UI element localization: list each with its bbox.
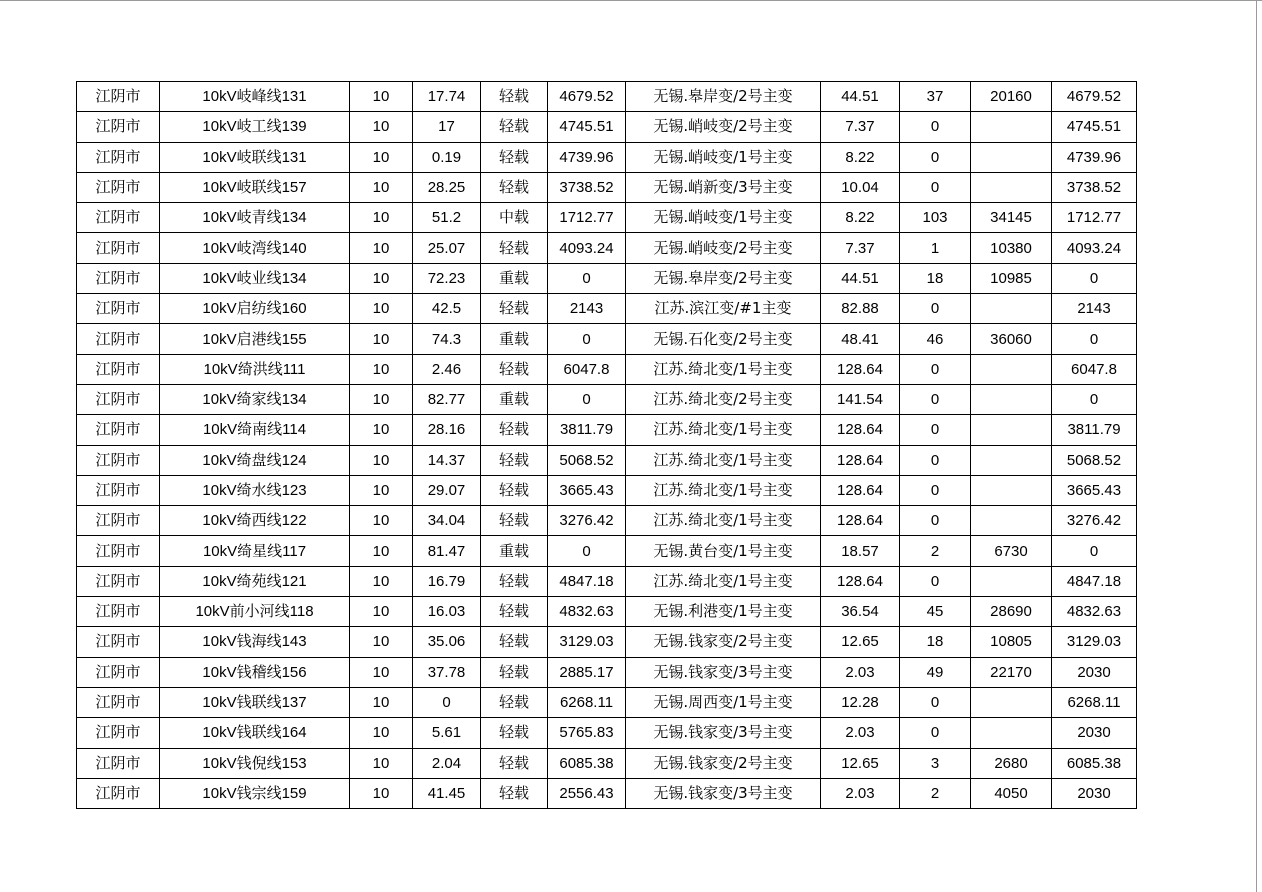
feeder-line-cell: 10kV前小河线118 [160, 597, 350, 627]
capacity-cell: 10380 [971, 233, 1052, 263]
available-capacity-cell: 5765.83 [548, 718, 626, 748]
capacity-cell: 10805 [971, 627, 1052, 657]
table-row [77, 142, 1137, 172]
load-status-cell: 轻载 [481, 294, 548, 324]
feeder-line-cell: 10kV启港线155 [160, 324, 350, 354]
load-status-cell: 轻载 [481, 354, 548, 384]
transformer-load-cell: 128.64 [821, 354, 900, 384]
count-cell: 0 [900, 294, 971, 324]
available-capacity-cell: 3129.03 [548, 627, 626, 657]
load-rate-cell: 29.07 [413, 475, 481, 505]
feeder-line-cell: 10kV岐联线157 [160, 172, 350, 202]
substation-transformer-cell: 无锡.峭岐变/2号主变 [626, 233, 821, 263]
capacity-cell [971, 718, 1052, 748]
transformer-load-cell: 8.22 [821, 142, 900, 172]
voltage-cell: 10 [350, 506, 413, 536]
capacity-cell [971, 142, 1052, 172]
feeder-line-cell: 10kV岐业线134 [160, 263, 350, 293]
substation-transformer-cell: 无锡.钱家变/3号主变 [626, 657, 821, 687]
table-row [77, 748, 1137, 778]
load-rate-cell: 81.47 [413, 536, 481, 566]
capacity-cell: 34145 [971, 203, 1052, 233]
available-capacity-cell: 2885.17 [548, 657, 626, 687]
city-cell: 江阴市 [77, 657, 160, 687]
load-rate-cell: 0 [413, 687, 481, 717]
remaining-capacity-cell: 2030 [1052, 778, 1137, 808]
count-cell: 0 [900, 354, 971, 384]
remaining-capacity-cell: 6047.8 [1052, 354, 1137, 384]
city-cell: 江阴市 [77, 627, 160, 657]
substation-transformer-cell: 无锡.石化变/2号主变 [626, 324, 821, 354]
voltage-cell: 10 [350, 566, 413, 596]
substation-transformer-cell: 江苏.绮北变/1号主变 [626, 445, 821, 475]
table-row [77, 172, 1137, 202]
available-capacity-cell: 4832.63 [548, 597, 626, 627]
page-top-border [0, 0, 1262, 1]
remaining-capacity-cell: 4832.63 [1052, 597, 1137, 627]
capacity-cell: 10985 [971, 263, 1052, 293]
city-cell: 江阴市 [77, 294, 160, 324]
substation-transformer-cell: 无锡.峭岐变/1号主变 [626, 203, 821, 233]
voltage-cell: 10 [350, 748, 413, 778]
load-rate-cell: 28.16 [413, 415, 481, 445]
table-row [77, 445, 1137, 475]
capacity-cell [971, 566, 1052, 596]
capacity-cell [971, 172, 1052, 202]
table-body [77, 82, 1137, 809]
available-capacity-cell: 4847.18 [548, 566, 626, 596]
count-cell: 0 [900, 718, 971, 748]
load-rate-cell: 34.04 [413, 506, 481, 536]
available-capacity-cell: 0 [548, 536, 626, 566]
table-row [77, 354, 1137, 384]
transformer-load-cell: 141.54 [821, 384, 900, 414]
substation-transformer-cell: 江苏.绮北变/1号主变 [626, 506, 821, 536]
table-row [77, 324, 1137, 354]
available-capacity-cell: 6268.11 [548, 687, 626, 717]
capacity-cell [971, 506, 1052, 536]
feeder-line-cell: 10kV岐联线131 [160, 142, 350, 172]
load-status-cell: 轻载 [481, 475, 548, 505]
table-row [77, 263, 1137, 293]
load-rate-cell: 74.3 [413, 324, 481, 354]
load-status-cell: 轻载 [481, 233, 548, 263]
load-rate-cell: 16.79 [413, 566, 481, 596]
remaining-capacity-cell: 5068.52 [1052, 445, 1137, 475]
available-capacity-cell: 0 [548, 384, 626, 414]
city-cell: 江阴市 [77, 172, 160, 202]
capacity-cell: 36060 [971, 324, 1052, 354]
table-row [77, 506, 1137, 536]
feeder-line-cell: 10kV绮南线114 [160, 415, 350, 445]
load-status-cell: 轻载 [481, 112, 548, 142]
load-status-cell: 轻载 [481, 597, 548, 627]
load-status-cell: 重载 [481, 536, 548, 566]
city-cell: 江阴市 [77, 687, 160, 717]
remaining-capacity-cell: 6268.11 [1052, 687, 1137, 717]
substation-transformer-cell: 无锡.周西变/1号主变 [626, 687, 821, 717]
capacity-cell [971, 354, 1052, 384]
load-status-cell: 重载 [481, 384, 548, 414]
feeder-line-cell: 10kV钱宗线159 [160, 778, 350, 808]
city-cell: 江阴市 [77, 536, 160, 566]
load-rate-cell: 51.2 [413, 203, 481, 233]
capacity-cell: 2680 [971, 748, 1052, 778]
table-row [77, 82, 1137, 112]
voltage-cell: 10 [350, 597, 413, 627]
voltage-cell: 10 [350, 233, 413, 263]
feeder-line-cell: 10kV绮洪线111 [160, 354, 350, 384]
voltage-cell: 10 [350, 415, 413, 445]
substation-transformer-cell: 无锡.利港变/1号主变 [626, 597, 821, 627]
voltage-cell: 10 [350, 445, 413, 475]
table-row [77, 112, 1137, 142]
transformer-load-cell: 18.57 [821, 536, 900, 566]
load-rate-cell: 37.78 [413, 657, 481, 687]
feeder-load-table [76, 81, 1137, 809]
load-status-cell: 轻载 [481, 445, 548, 475]
remaining-capacity-cell: 1712.77 [1052, 203, 1137, 233]
count-cell: 0 [900, 142, 971, 172]
capacity-cell: 4050 [971, 778, 1052, 808]
load-status-cell: 轻载 [481, 748, 548, 778]
feeder-line-cell: 10kV绮西线122 [160, 506, 350, 536]
capacity-cell: 28690 [971, 597, 1052, 627]
feeder-line-cell: 10kV绮星线117 [160, 536, 350, 566]
load-status-cell: 中载 [481, 203, 548, 233]
substation-transformer-cell: 无锡.皋岸变/2号主变 [626, 263, 821, 293]
count-cell: 46 [900, 324, 971, 354]
load-rate-cell: 2.04 [413, 748, 481, 778]
remaining-capacity-cell: 3738.52 [1052, 172, 1137, 202]
available-capacity-cell: 3738.52 [548, 172, 626, 202]
voltage-cell: 10 [350, 536, 413, 566]
table-row [77, 597, 1137, 627]
substation-transformer-cell: 无锡.黄台变/1号主变 [626, 536, 821, 566]
transformer-load-cell: 82.88 [821, 294, 900, 324]
load-status-cell: 轻载 [481, 142, 548, 172]
load-rate-cell: 17.74 [413, 82, 481, 112]
transformer-load-cell: 2.03 [821, 718, 900, 748]
available-capacity-cell: 2556.43 [548, 778, 626, 808]
feeder-line-cell: 10kV绮苑线121 [160, 566, 350, 596]
load-status-cell: 轻载 [481, 627, 548, 657]
load-rate-cell: 2.46 [413, 354, 481, 384]
load-rate-cell: 14.37 [413, 445, 481, 475]
remaining-capacity-cell: 4745.51 [1052, 112, 1137, 142]
load-rate-cell: 25.07 [413, 233, 481, 263]
count-cell: 45 [900, 597, 971, 627]
city-cell: 江阴市 [77, 384, 160, 414]
load-rate-cell: 17 [413, 112, 481, 142]
capacity-cell: 6730 [971, 536, 1052, 566]
transformer-load-cell: 36.54 [821, 597, 900, 627]
city-cell: 江阴市 [77, 475, 160, 505]
voltage-cell: 10 [350, 263, 413, 293]
capacity-cell [971, 112, 1052, 142]
table-row [77, 657, 1137, 687]
feeder-line-cell: 10kV岐湾线140 [160, 233, 350, 263]
transformer-load-cell: 7.37 [821, 112, 900, 142]
load-status-cell: 轻载 [481, 415, 548, 445]
substation-transformer-cell: 江苏.绮北变/2号主变 [626, 384, 821, 414]
substation-transformer-cell: 江苏.绮北变/1号主变 [626, 354, 821, 384]
city-cell: 江阴市 [77, 354, 160, 384]
available-capacity-cell: 0 [548, 324, 626, 354]
count-cell: 2 [900, 778, 971, 808]
load-status-cell: 轻载 [481, 506, 548, 536]
capacity-cell [971, 415, 1052, 445]
remaining-capacity-cell: 0 [1052, 324, 1137, 354]
count-cell: 0 [900, 506, 971, 536]
remaining-capacity-cell: 3129.03 [1052, 627, 1137, 657]
load-status-cell: 轻载 [481, 687, 548, 717]
voltage-cell: 10 [350, 354, 413, 384]
remaining-capacity-cell: 0 [1052, 263, 1137, 293]
feeder-line-cell: 10kV绮家线134 [160, 384, 350, 414]
load-status-cell: 重载 [481, 324, 548, 354]
substation-transformer-cell: 江苏.滨江变/#1主变 [626, 294, 821, 324]
voltage-cell: 10 [350, 82, 413, 112]
city-cell: 江阴市 [77, 778, 160, 808]
count-cell: 0 [900, 475, 971, 505]
capacity-cell: 22170 [971, 657, 1052, 687]
transformer-load-cell: 12.65 [821, 627, 900, 657]
load-status-cell: 轻载 [481, 172, 548, 202]
count-cell: 0 [900, 566, 971, 596]
load-status-cell: 轻载 [481, 566, 548, 596]
feeder-line-cell: 10kV钱倪线153 [160, 748, 350, 778]
count-cell: 0 [900, 687, 971, 717]
remaining-capacity-cell: 2030 [1052, 718, 1137, 748]
load-rate-cell: 0.19 [413, 142, 481, 172]
substation-transformer-cell: 无锡.皋岸变/2号主变 [626, 82, 821, 112]
count-cell: 37 [900, 82, 971, 112]
available-capacity-cell: 3665.43 [548, 475, 626, 505]
remaining-capacity-cell: 4679.52 [1052, 82, 1137, 112]
city-cell: 江阴市 [77, 718, 160, 748]
count-cell: 0 [900, 172, 971, 202]
count-cell: 0 [900, 445, 971, 475]
remaining-capacity-cell: 3665.43 [1052, 475, 1137, 505]
voltage-cell: 10 [350, 718, 413, 748]
substation-transformer-cell: 无锡.钱家变/3号主变 [626, 718, 821, 748]
feeder-line-cell: 10kV钱联线164 [160, 718, 350, 748]
substation-transformer-cell: 无锡.峭新变/3号主变 [626, 172, 821, 202]
city-cell: 江阴市 [77, 112, 160, 142]
voltage-cell: 10 [350, 142, 413, 172]
substation-transformer-cell: 无锡.钱家变/2号主变 [626, 627, 821, 657]
load-status-cell: 轻载 [481, 657, 548, 687]
capacity-cell: 20160 [971, 82, 1052, 112]
table-row [77, 475, 1137, 505]
voltage-cell: 10 [350, 294, 413, 324]
remaining-capacity-cell: 4093.24 [1052, 233, 1137, 263]
remaining-capacity-cell: 4739.96 [1052, 142, 1137, 172]
city-cell: 江阴市 [77, 82, 160, 112]
city-cell: 江阴市 [77, 597, 160, 627]
substation-transformer-cell: 无锡.峭岐变/2号主变 [626, 112, 821, 142]
transformer-load-cell: 128.64 [821, 475, 900, 505]
count-cell: 0 [900, 415, 971, 445]
feeder-line-cell: 10kV启纺线160 [160, 294, 350, 324]
available-capacity-cell: 4679.52 [548, 82, 626, 112]
transformer-load-cell: 128.64 [821, 445, 900, 475]
city-cell: 江阴市 [77, 506, 160, 536]
load-status-cell: 轻载 [481, 82, 548, 112]
capacity-cell [971, 687, 1052, 717]
transformer-load-cell: 8.22 [821, 203, 900, 233]
available-capacity-cell: 3276.42 [548, 506, 626, 536]
available-capacity-cell: 6047.8 [548, 354, 626, 384]
feeder-line-cell: 10kV岐青线134 [160, 203, 350, 233]
transformer-load-cell: 44.51 [821, 263, 900, 293]
load-rate-cell: 42.5 [413, 294, 481, 324]
table-row [77, 627, 1137, 657]
available-capacity-cell: 6085.38 [548, 748, 626, 778]
voltage-cell: 10 [350, 112, 413, 142]
transformer-load-cell: 2.03 [821, 657, 900, 687]
count-cell: 18 [900, 627, 971, 657]
city-cell: 江阴市 [77, 142, 160, 172]
load-status-cell: 轻载 [481, 778, 548, 808]
substation-transformer-cell: 无锡.峭岐变/1号主变 [626, 142, 821, 172]
voltage-cell: 10 [350, 203, 413, 233]
remaining-capacity-cell: 3811.79 [1052, 415, 1137, 445]
available-capacity-cell: 4739.96 [548, 142, 626, 172]
table-row [77, 294, 1137, 324]
available-capacity-cell: 3811.79 [548, 415, 626, 445]
count-cell: 3 [900, 748, 971, 778]
count-cell: 0 [900, 112, 971, 142]
city-cell: 江阴市 [77, 748, 160, 778]
city-cell: 江阴市 [77, 324, 160, 354]
substation-transformer-cell: 无锡.钱家变/2号主变 [626, 748, 821, 778]
capacity-cell [971, 475, 1052, 505]
available-capacity-cell: 2143 [548, 294, 626, 324]
count-cell: 0 [900, 384, 971, 414]
count-cell: 103 [900, 203, 971, 233]
table-row [77, 233, 1137, 263]
feeder-line-cell: 10kV钱稽线156 [160, 657, 350, 687]
available-capacity-cell: 4093.24 [548, 233, 626, 263]
load-rate-cell: 72.23 [413, 263, 481, 293]
voltage-cell: 10 [350, 172, 413, 202]
remaining-capacity-cell: 2030 [1052, 657, 1137, 687]
table-row [77, 687, 1137, 717]
table-row [77, 415, 1137, 445]
city-cell: 江阴市 [77, 233, 160, 263]
substation-transformer-cell: 江苏.绮北变/1号主变 [626, 566, 821, 596]
table-row [77, 536, 1137, 566]
voltage-cell: 10 [350, 627, 413, 657]
page-right-border [1256, 0, 1257, 892]
substation-transformer-cell: 江苏.绮北变/1号主变 [626, 415, 821, 445]
table-row [77, 566, 1137, 596]
remaining-capacity-cell: 4847.18 [1052, 566, 1137, 596]
load-rate-cell: 28.25 [413, 172, 481, 202]
load-rate-cell: 16.03 [413, 597, 481, 627]
available-capacity-cell: 0 [548, 263, 626, 293]
capacity-cell [971, 384, 1052, 414]
remaining-capacity-cell: 0 [1052, 536, 1137, 566]
table-row [77, 203, 1137, 233]
remaining-capacity-cell: 2143 [1052, 294, 1137, 324]
capacity-cell [971, 294, 1052, 324]
load-status-cell: 重载 [481, 263, 548, 293]
feeder-line-cell: 10kV绮水线123 [160, 475, 350, 505]
remaining-capacity-cell: 6085.38 [1052, 748, 1137, 778]
available-capacity-cell: 5068.52 [548, 445, 626, 475]
count-cell: 2 [900, 536, 971, 566]
load-rate-cell: 41.45 [413, 778, 481, 808]
city-cell: 江阴市 [77, 566, 160, 596]
available-capacity-cell: 4745.51 [548, 112, 626, 142]
count-cell: 49 [900, 657, 971, 687]
table-row [77, 718, 1137, 748]
load-rate-cell: 35.06 [413, 627, 481, 657]
voltage-cell: 10 [350, 657, 413, 687]
transformer-load-cell: 48.41 [821, 324, 900, 354]
transformer-load-cell: 128.64 [821, 506, 900, 536]
feeder-line-cell: 10kV岐峰线131 [160, 82, 350, 112]
load-rate-cell: 82.77 [413, 384, 481, 414]
voltage-cell: 10 [350, 475, 413, 505]
table-row [77, 778, 1137, 808]
capacity-cell [971, 445, 1052, 475]
available-capacity-cell: 1712.77 [548, 203, 626, 233]
feeder-line-cell: 10kV绮盘线124 [160, 445, 350, 475]
substation-transformer-cell: 无锡.钱家变/3号主变 [626, 778, 821, 808]
substation-transformer-cell: 江苏.绮北变/1号主变 [626, 475, 821, 505]
load-status-cell: 轻载 [481, 718, 548, 748]
load-rate-cell: 5.61 [413, 718, 481, 748]
transformer-load-cell: 10.04 [821, 172, 900, 202]
count-cell: 1 [900, 233, 971, 263]
city-cell: 江阴市 [77, 415, 160, 445]
city-cell: 江阴市 [77, 203, 160, 233]
feeder-line-cell: 10kV钱联线137 [160, 687, 350, 717]
table-row [77, 384, 1137, 414]
count-cell: 18 [900, 263, 971, 293]
transformer-load-cell: 128.64 [821, 415, 900, 445]
city-cell: 江阴市 [77, 263, 160, 293]
remaining-capacity-cell: 3276.42 [1052, 506, 1137, 536]
remaining-capacity-cell: 0 [1052, 384, 1137, 414]
transformer-load-cell: 7.37 [821, 233, 900, 263]
voltage-cell: 10 [350, 687, 413, 717]
feeder-line-cell: 10kV钱海线143 [160, 627, 350, 657]
transformer-load-cell: 12.28 [821, 687, 900, 717]
transformer-load-cell: 128.64 [821, 566, 900, 596]
voltage-cell: 10 [350, 778, 413, 808]
voltage-cell: 10 [350, 324, 413, 354]
feeder-line-cell: 10kV岐工线139 [160, 112, 350, 142]
voltage-cell: 10 [350, 384, 413, 414]
transformer-load-cell: 2.03 [821, 778, 900, 808]
city-cell: 江阴市 [77, 445, 160, 475]
transformer-load-cell: 44.51 [821, 82, 900, 112]
transformer-load-cell: 12.65 [821, 748, 900, 778]
